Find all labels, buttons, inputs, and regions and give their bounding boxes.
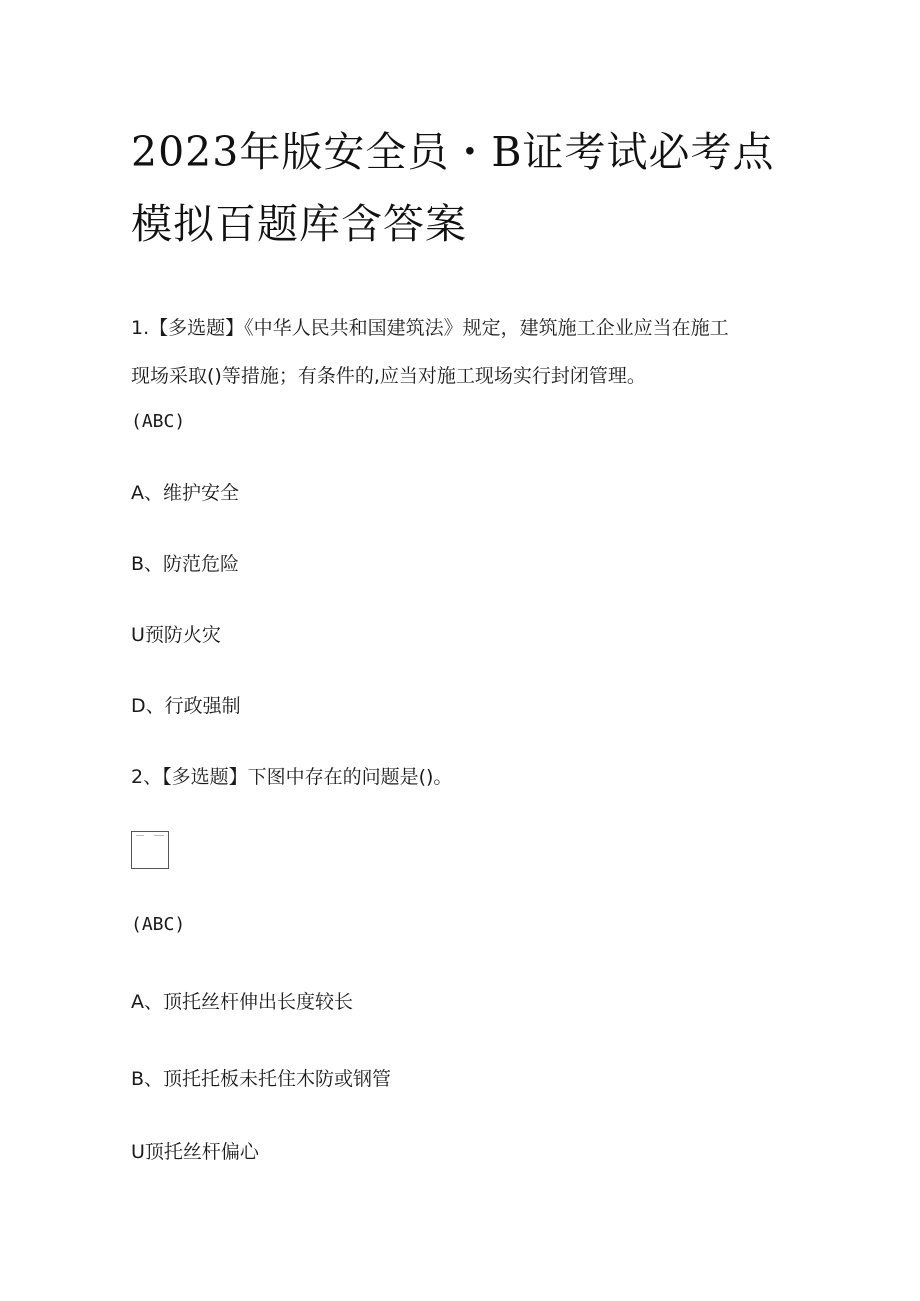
question-1-answer: (ABC) <box>131 411 186 432</box>
question-2-option-b: B、顶托托板未托住木防或钢管 <box>131 1068 392 1090</box>
document-title <box>131 116 831 260</box>
question-1-option-a: A、维护安全 <box>131 482 239 504</box>
question-2-answer: (ABC) <box>131 914 186 935</box>
question-1-option-b: B、防范危险 <box>131 553 240 575</box>
question-1-option-c: U预防火灾 <box>131 624 221 646</box>
question-2-option-a: A、顶托丝杆伸出长度较长 <box>131 991 353 1013</box>
question-1-option-d: D、行政强制 <box>131 695 241 717</box>
title-line-2: 模拟百题库含答案 <box>131 200 467 248</box>
question-1-stem-line-1: 1.【多选题】《中华人民共和国建筑法》规定，建筑施工企业应当在施工 <box>131 317 729 339</box>
question-2-option-c: U顶托丝杆偏心 <box>131 1141 259 1163</box>
question-2-stem: 2、【多选题】下图中存在的问题是()。 <box>131 766 453 788</box>
title-line-1: 2023年版安全员・B证考试必考点 <box>131 128 775 176</box>
question-1-stem-line-2: 现场采取()等措施；有条件的,应当对施工现场实行封闭管理。 <box>131 365 646 387</box>
question-2-figure-image <box>131 831 169 869</box>
